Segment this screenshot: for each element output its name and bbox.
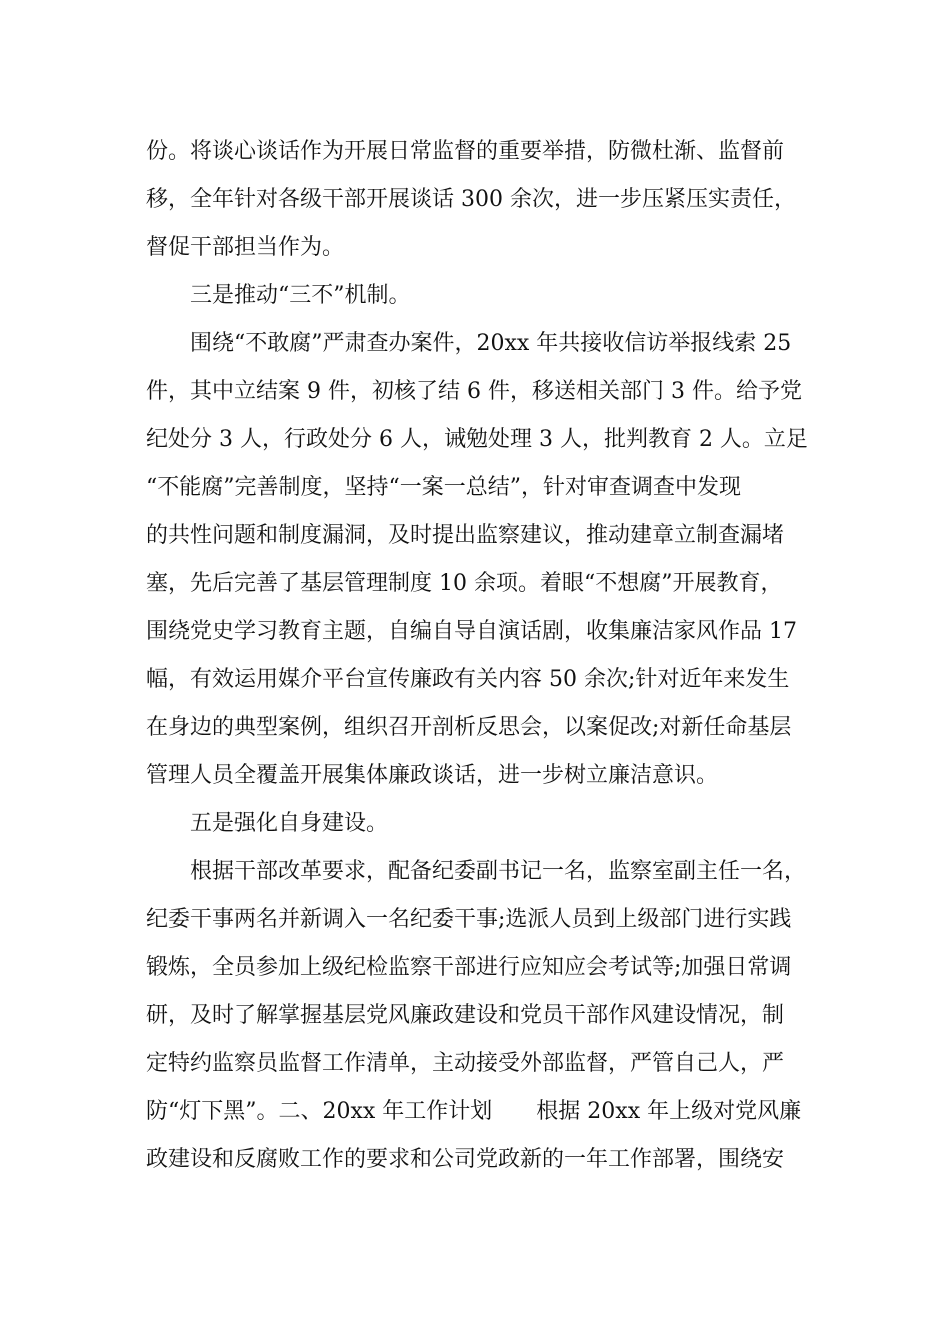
text-line: 在身边的典型案例，组织召开剖析反思会，以案促改;对新任命基层 [146,715,792,740]
text-line: 定特约监察员监督工作清单，主动接受外部监督，严管自己人，严 [146,1051,785,1076]
text-line: 塞，先后完善了基层管理制度 10 余项。着眼“不想腐”开展教育， [146,571,783,596]
text-line: 研，及时了解掌握基层党风廉政建设和党员干部作风建设情况，制 [146,1003,785,1028]
text-line: 根据干部改革要求，配备纪委副书记一名，监察室副主任一名， [190,859,807,884]
section-heading: 五是强化自身建设。 [190,811,389,836]
text-line: 纪处分 3 人，行政处分 6 人，诫勉处理 3 人，批判教育 2 人。立足 [146,427,808,452]
text-line: 锻炼，全员参加上级纪检监察干部进行应知应会考试等;加强日常调 [146,955,792,980]
text-line: 防“灯下黑”。二、20xx 年工作计划 根据 20xx 年上级对党风廉 [146,1099,802,1124]
text-line: 围绕党史学习教育主题，自编自导自演话剧，收集廉洁家风作品 17 [146,619,797,644]
text-line: 管理人员全覆盖开展集体廉政谈话，进一步树立廉洁意识。 [146,763,719,788]
text-line: 纪委干事两名并新调入一名纪委干事;选派人员到上级部门进行实践 [146,907,792,932]
text-line: 件，其中立结案 9 件，初核了结 6 件，移送相关部门 3 件。给予党 [146,379,802,404]
text-line: 围绕“不敢腐”严肃查办案件，20xx 年共接收信访举报线索 25 [190,331,792,356]
text-line: 幅，有效运用媒介平台宣传廉政有关内容 50 余次;针对近年来发生 [146,667,790,692]
text-line: 督促干部担当作为。 [146,235,345,260]
text-line: 移，全年针对各级干部开展谈话 300 余次，进一步压紧压实责任， [146,187,796,212]
text-line: 政建设和反腐败工作的要求和公司党政新的一年工作部署，围绕安 [146,1147,785,1172]
text-line: “不能腐”完善制度，坚持“一案一总结”，针对审查调查中发现 [146,475,741,500]
section-heading: 三是推动“三不”机制。 [190,283,411,308]
text-line: 份。将谈心谈话作为开展日常监督的重要举措，防微杜渐、监督前 [146,139,785,164]
text-line: 的共性问题和制度漏洞，及时提出监察建议，推动建章立制查漏堵 [146,523,785,548]
